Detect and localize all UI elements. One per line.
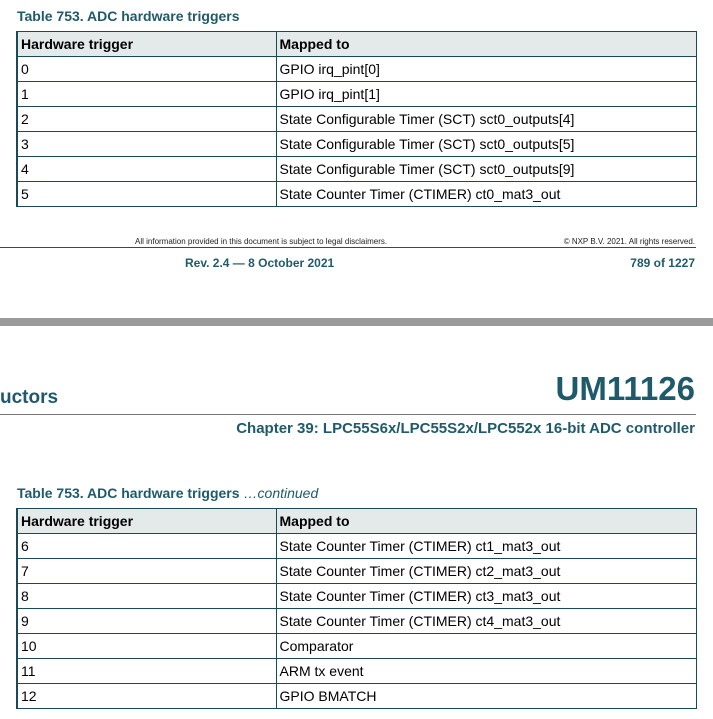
hardware-trigger-table — [16, 31, 697, 207]
mapped-to-cell: GPIO irq_pint[0] — [276, 57, 696, 82]
header-divider — [0, 414, 696, 415]
trigger-number-cell: 4 — [17, 157, 276, 182]
footer-divider — [0, 247, 696, 248]
table-row — [17, 157, 696, 182]
trigger-number-cell: 2 — [17, 107, 276, 132]
trigger-number-cell: 1 — [17, 82, 276, 107]
mapped-to-cell: Comparator — [276, 634, 696, 659]
mapped-to-cell: State Counter Timer (CTIMER) ct0_mat3_out — [276, 182, 696, 207]
continued-label: …continued — [243, 485, 319, 501]
trigger-number-cell: 3 — [17, 132, 276, 157]
trigger-number-cell: 0 — [17, 57, 276, 82]
chapter-title: Chapter 39: LPC55S6x/LPC55S2x/LPC552x 16-bit ADC controller — [236, 420, 695, 437]
trigger-number-cell: 5 — [17, 182, 276, 207]
table-row — [17, 684, 696, 709]
trigger-number-cell: 7 — [17, 559, 276, 584]
mapped-to-cell: State Counter Timer (CTIMER) ct2_mat3_out — [276, 559, 696, 584]
table-header-row — [17, 32, 696, 57]
document-id: UM11126 — [555, 370, 695, 407]
column-header-hardware-trigger: Hardware trigger — [17, 32, 276, 57]
mapped-to-cell: State Counter Timer (CTIMER) ct4_mat3_out — [276, 609, 696, 634]
table-row — [17, 659, 696, 684]
legal-disclaimer: All information provided in this document is subject to legal disclaimers. — [135, 237, 388, 246]
table-caption-continued — [17, 485, 318, 501]
mapped-to-cell: GPIO BMATCH — [276, 684, 696, 709]
table-row — [17, 584, 696, 609]
table-row — [17, 57, 696, 82]
header-company-fragment: uctors — [0, 387, 59, 408]
column-header-mapped-to: Mapped to — [276, 509, 696, 534]
column-header-mapped-to: Mapped to — [276, 32, 696, 57]
mapped-to-cell: GPIO irq_pint[1] — [276, 82, 696, 107]
mapped-to-cell: State Configurable Timer (SCT) sct0_outputs[5] — [276, 132, 696, 157]
table-caption-text: Table 753. ADC hardware triggers — [17, 485, 240, 501]
page-separator — [0, 318, 713, 326]
table-row — [17, 132, 696, 157]
table-row — [17, 534, 696, 559]
mapped-to-cell: ARM tx event — [276, 659, 696, 684]
mapped-to-cell: State Configurable Timer (SCT) sct0_outputs[4] — [276, 107, 696, 132]
trigger-number-cell: 11 — [17, 659, 276, 684]
copyright-notice: © NXP B.V. 2021. All rights reserved. — [563, 237, 695, 246]
table-caption — [17, 8, 240, 24]
table-row — [17, 182, 696, 207]
column-header-hardware-trigger: Hardware trigger — [17, 509, 276, 534]
mapped-to-cell: State Counter Timer (CTIMER) ct1_mat3_out — [276, 534, 696, 559]
trigger-number-cell: 8 — [17, 584, 276, 609]
trigger-number-cell: 10 — [17, 634, 276, 659]
revision-label: Rev. 2.4 — 8 October 2021 — [185, 256, 335, 270]
table-row — [17, 634, 696, 659]
trigger-number-cell: 6 — [17, 534, 276, 559]
table-row — [17, 559, 696, 584]
table-row — [17, 107, 696, 132]
mapped-to-cell: State Counter Timer (CTIMER) ct3_mat3_out — [276, 584, 696, 609]
table-caption-text: Table 753. ADC hardware triggers — [17, 8, 240, 24]
table-row — [17, 82, 696, 107]
page-number: 789 of 1227 — [630, 256, 695, 270]
trigger-number-cell: 9 — [17, 609, 276, 634]
trigger-number-cell: 12 — [17, 684, 276, 709]
mapped-to-cell: State Configurable Timer (SCT) sct0_outputs[9] — [276, 157, 696, 182]
table-header-row — [17, 509, 696, 534]
table-row — [17, 609, 696, 634]
hardware-trigger-table-continued — [16, 508, 697, 709]
